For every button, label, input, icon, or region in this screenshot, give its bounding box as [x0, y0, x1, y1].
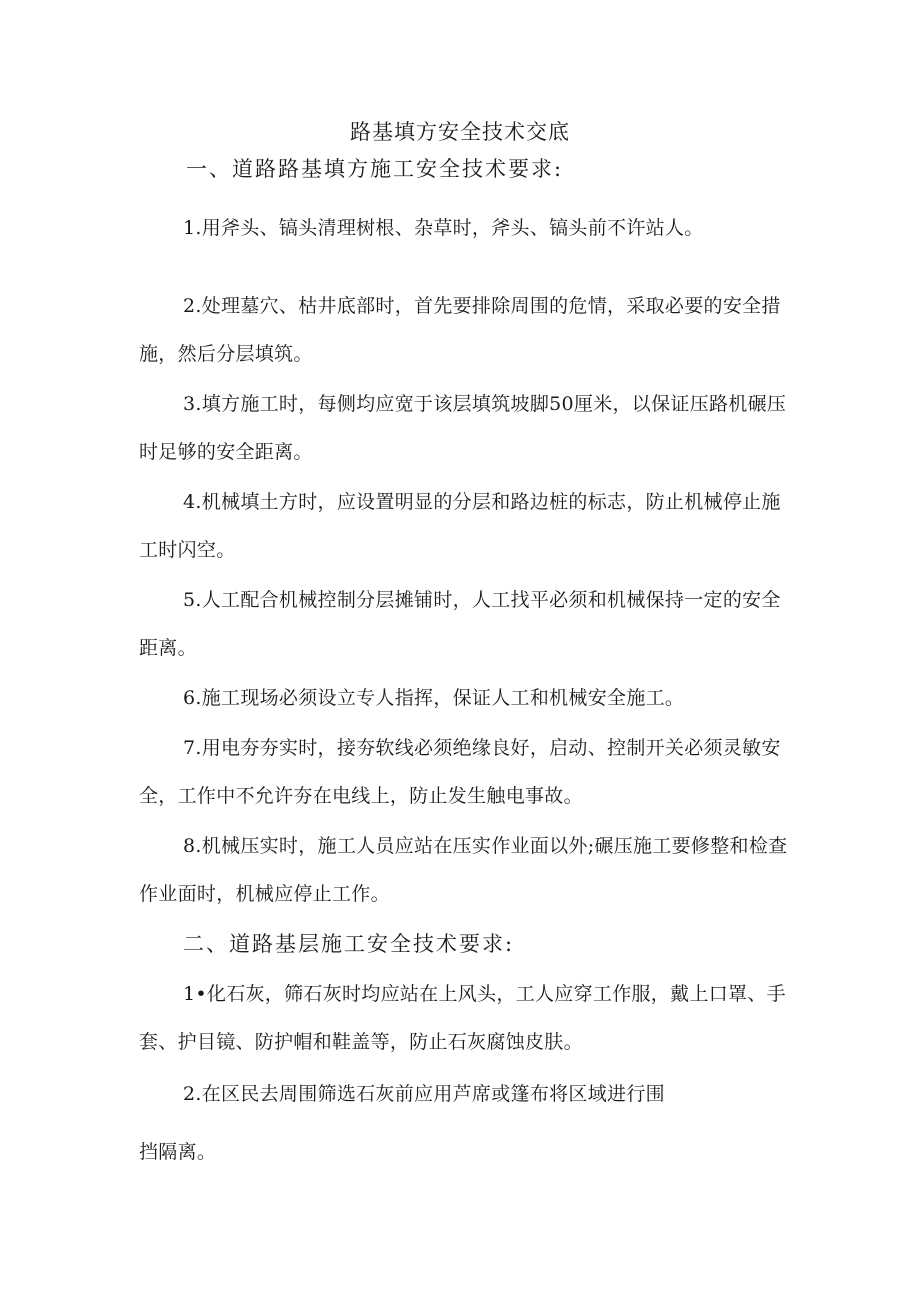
section-1-item-2: 2.处理墓穴、枯井底部时，首先要排除周围的危情，采取必要的安全措施，然后分层填筑。 [139, 295, 781, 365]
section-1-item-4: 4.机械填土方时，应设置明显的分层和路边桩的标志，防止机械停止施工时闪空。 [139, 491, 781, 561]
section-2-heading: 二、道路基层施工安全技术要求: [183, 932, 515, 956]
section-2-item-2-continuation: 挡隔离。 [139, 1141, 217, 1163]
document-title: 路基填方安全技术交底 [350, 120, 570, 144]
section-1-item-1: 1.用斧头、镐头清理树根、杂草时，斧头、镐头前不许站人。 [183, 217, 704, 239]
section-1-item-7: 7.用电夯夯实时，接夯软线必须绝缘良好，启动、控制开关必须灵敏安全，工作中不允许夯在电线上，防止发生触电事故。 [139, 737, 781, 807]
section-2-item-1: 1•化石灰，筛石灰时均应站在上风头，工人应穿工作服，戴上口罩、手套、护目镜、防护帽和鞋盖等，防止石灰腐蚀皮肤。 [139, 983, 786, 1053]
section-2-item-2: 2.在区民去周围筛选石灰前应用芦席或篷布将区域进行围 [183, 1083, 665, 1105]
section-1-item-8: 8.机械压实时，施工人员应站在压实作业面以外;碾压施工要修整和检查作业面时，机械应停止工作。 [139, 835, 788, 905]
section-1-item-6: 6.施工现场必须设立专人指挥，保证人工和机械安全施工。 [183, 687, 685, 709]
section-1-item-5: 5.人工配合机械控制分层摊铺时，人工找平必须和机械保持一定的安全距离。 [139, 589, 781, 659]
section-1-item-3: 3.填方施工时，每侧均应宽于该层填筑坡脚50厘米，以保证压路机碾压时足够的安全距离。 [139, 393, 787, 463]
section-1-heading: 一、道路路基填方施工安全技术要求: [186, 157, 564, 181]
